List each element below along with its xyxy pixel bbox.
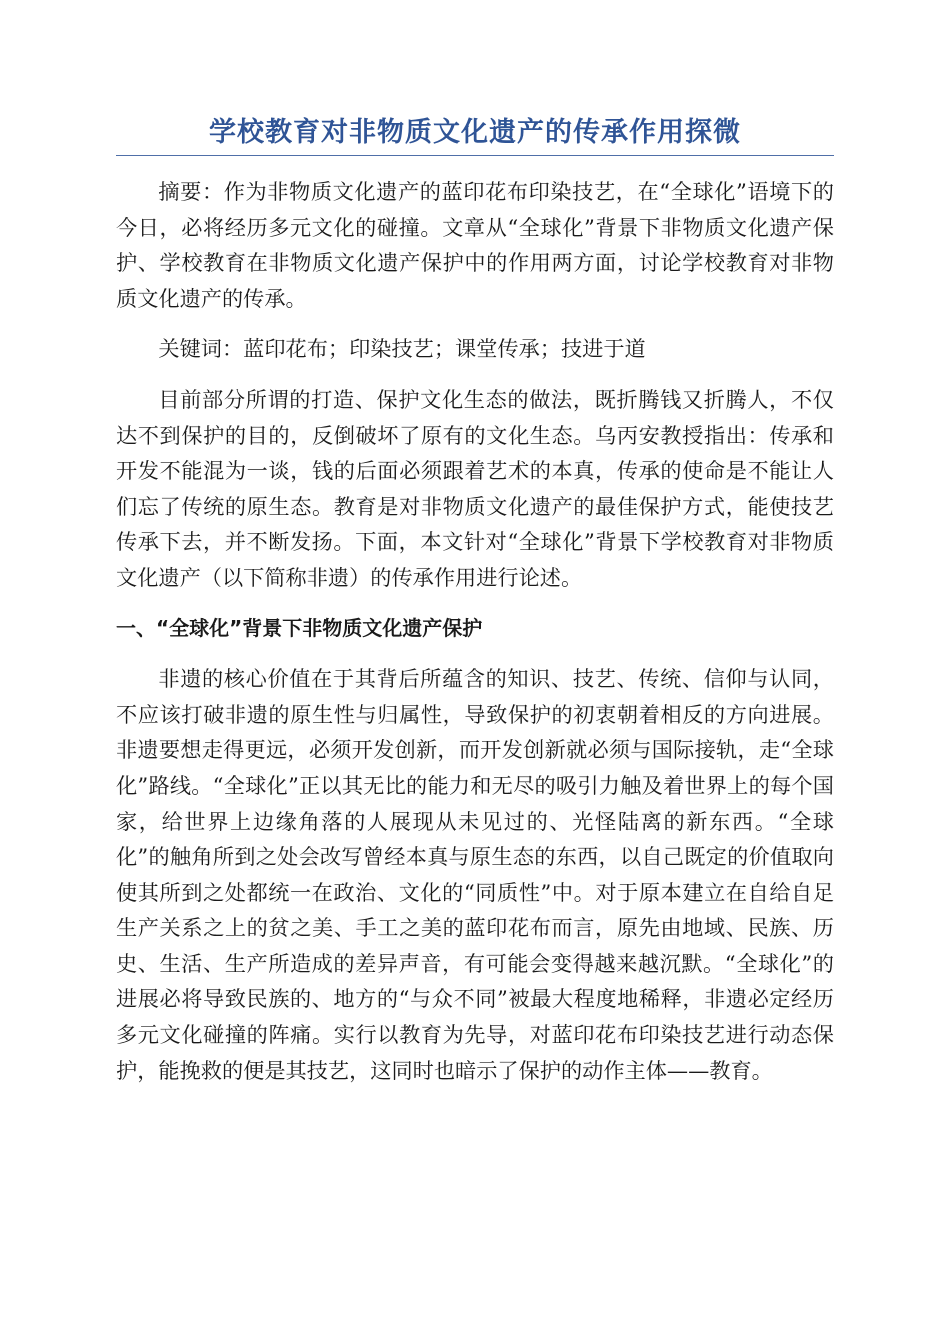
paragraph-gap: [116, 646, 834, 661]
intro-paragraph: 目前部分所谓的打造、保护文化生态的做法，既折腾钱又折腾人，不仅达不到保护的目的，反倒破坏了原有的文化生态。乌丙安教授指出：传承和开发不能混为一谈，钱的后面必须跟着艺术的本真，传承的使命是不能让人们忘了传统的原生态。教育是对非物质文化遗产的最佳保护方式，能使技艺传承下去，并不断发扬。下面，本文针对“全球化”背景下学校教育对非物质文化遗产（以下简称非遗）的传承作用进行论述。: [116, 386, 834, 590]
abstract-paragraph: 摘要：作为非物质文化遗产的蓝印花布印染技艺，在“全球化”语境下的今日，必将经历多元文化的碰撞。文章从“全球化”背景下非物质文化遗产保护、学校教育在非物质文化遗产保护中的作用两方面，讨论学校教育对非物质文化遗产的传承。: [116, 179, 834, 311]
title-underline: [116, 155, 834, 156]
paragraph-gap: [116, 316, 834, 331]
section-heading: 一、“全球化”背景下非物质文化遗产保护: [116, 615, 483, 640]
paragraph-gap: [116, 596, 834, 611]
document-title: 学校教育对非物质文化遗产的传承作用探微: [209, 117, 741, 148]
paragraph-gap: [116, 367, 834, 382]
document-body: [116, 174, 834, 1088]
section-paragraph: 非遗的核心价值在于其背后所蕴含的知识、技艺、传统、信仰与认同，不应该打破非遗的原生性与归属性，导致保护的初衷朝着相反的方向进展。非遗要想走得更远，必须开发创新，而开发创新就必须与国际接轨，走“全球化”路线。“全球化”正以其无比的能力和无尽的吸引力触及着世界上的每个国家，给世界上边缘角落的人展现从未见过的、光怪陆离的新东西。“全球化”的触角所到之处会改写曾经本真与原生态的东西，以自己既定的价值取向使其所到之处都统一在政治、文化的“同质性”中。对于原本建立在自给自足生产关系之上的贫之美、手工之美的蓝印花布而言，原先由地域、民族、历史、生活、生产所造成的差异声音，有可能会变得越来越沉默。“全球化”的进展必将导致民族的、地方的“与众不同”被最大程度地稀释，非遗必定经历多元文化碰撞的阵痛。实行以教育为先导，对蓝印花布印染技艺进行动态保护，能挽救的便是其技艺，这同时也暗示了保护的动作主体——教育。: [116, 666, 834, 1083]
keywords-paragraph: 关键词：蓝印花布；印染技艺；课堂传承；技进于道: [158, 336, 646, 362]
